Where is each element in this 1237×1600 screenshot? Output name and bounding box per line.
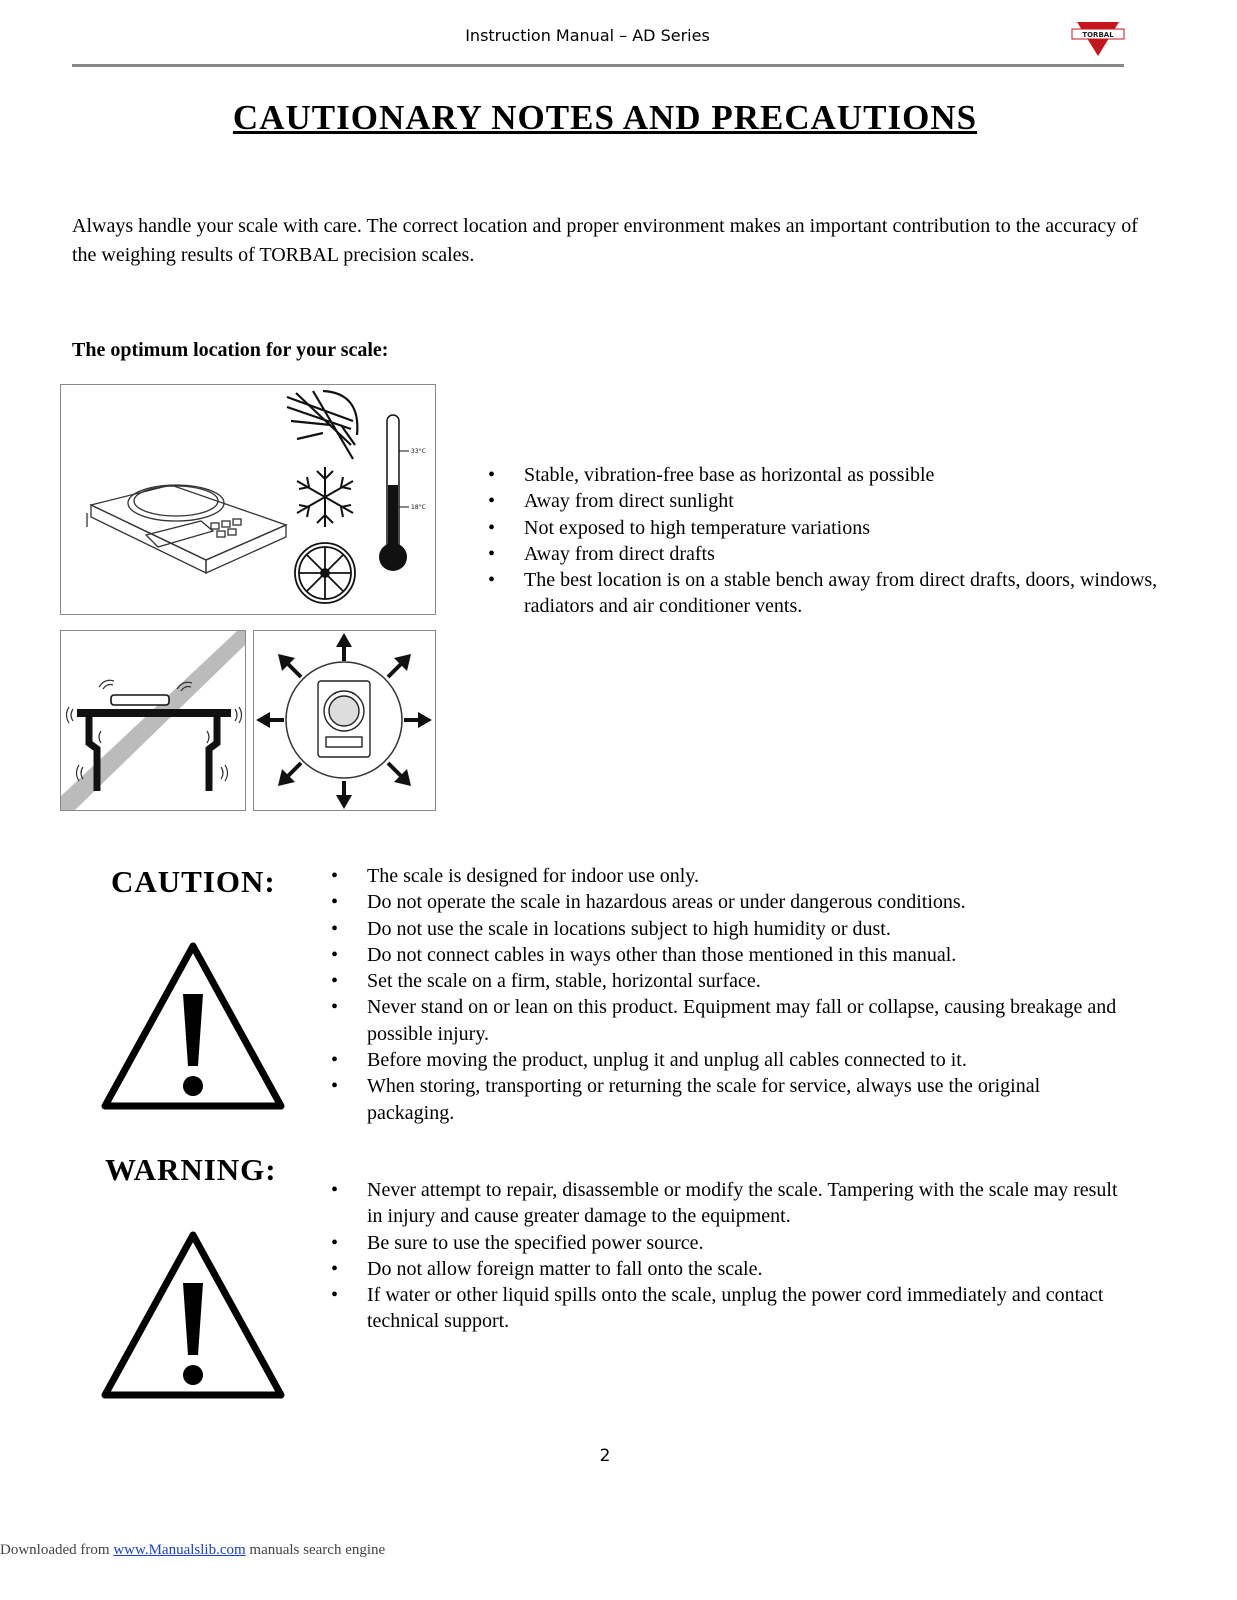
caution-item: • Do not connect cables in ways other than those mentioned in this manual. bbox=[331, 942, 1131, 968]
location-item: • Stable, vibration-free base as horizontal as possible bbox=[488, 462, 1168, 488]
sunlight-icon bbox=[287, 391, 357, 459]
manualslib-link[interactable]: www.Manualslib.com bbox=[113, 1542, 246, 1558]
caution-item: • Before moving the product, unplug it and unplug all cables connected to it. bbox=[331, 1047, 1131, 1073]
caution-warning-triangle-icon bbox=[101, 940, 285, 1112]
location-heading: The optimum location for your scale: bbox=[72, 339, 389, 361]
logo-text: TORBAL bbox=[1082, 31, 1114, 39]
warning-label: WARNING: bbox=[105, 1152, 277, 1187]
torbal-logo bbox=[1071, 18, 1125, 60]
caution-list bbox=[331, 863, 1131, 1126]
drafts-figure bbox=[253, 630, 436, 811]
balance-scale-illustration bbox=[87, 485, 286, 573]
caution-item: • Do not use the scale in locations subject to high humidity or dust. bbox=[331, 916, 1131, 942]
header-rule bbox=[72, 64, 1124, 67]
table-illustration bbox=[77, 695, 231, 791]
page-number: 2 bbox=[599, 1446, 611, 1466]
caution-label: CAUTION: bbox=[111, 864, 276, 899]
download-footer bbox=[0, 1542, 385, 1559]
warning-item: • Do not allow foreign matter to fall onto the scale. bbox=[331, 1256, 1131, 1282]
location-item: • Away from direct sunlight bbox=[488, 488, 1168, 514]
thermometer-low-label: 18°C bbox=[411, 504, 426, 511]
scale-environment-figure bbox=[60, 384, 436, 615]
caution-item: • The scale is designed for indoor use only. bbox=[331, 863, 1131, 889]
location-item: • Not exposed to high temperature variations bbox=[488, 515, 1168, 541]
warning-item: • Be sure to use the specified power source. bbox=[331, 1230, 1131, 1256]
warning-triangle-icon bbox=[101, 1229, 285, 1401]
fan-icon bbox=[295, 543, 355, 603]
thermometer-high-label: 33°C bbox=[411, 448, 426, 455]
intro-paragraph: Always handle your scale with care. The correct location and proper environment makes an important contribution to the accuracy of the weighing results of TORBAL precision scales. bbox=[72, 215, 1138, 266]
vibration-table-figure bbox=[60, 630, 246, 811]
thermometer-icon bbox=[379, 415, 426, 571]
footer-prefix: Downloaded from bbox=[0, 1542, 114, 1558]
caution-item: • Set the scale on a firm, stable, horizontal surface. bbox=[331, 968, 1131, 994]
snowflake-icon bbox=[297, 467, 353, 527]
warning-item: • If water or other liquid spills onto the scale, unplug the power cord immediately and contact technical support. bbox=[331, 1282, 1131, 1335]
caution-item: • Do not operate the scale in hazardous areas or under dangerous conditions. bbox=[331, 889, 1131, 915]
footer-suffix: manuals search engine bbox=[245, 1542, 386, 1558]
page-title: CAUTIONARY NOTES AND PRECAUTIONS bbox=[232, 98, 978, 137]
warning-list bbox=[331, 1177, 1131, 1335]
warning-item: • Never attempt to repair, disassemble or modify the scale. Tampering with the scale may result in injury and cause greater damage to the equipment. bbox=[331, 1177, 1131, 1230]
location-list bbox=[488, 462, 1168, 620]
location-item: • Away from direct drafts bbox=[488, 541, 1168, 567]
location-item: • The best location is on a stable bench away from direct drafts, doors, windows, radiators and air conditioner vents. bbox=[488, 567, 1168, 620]
header-title: Instruction Manual – AD Series bbox=[465, 26, 710, 45]
caution-item: • Never stand on or lean on this product. Equipment may fall or collapse, causing breakage and possible injury. bbox=[331, 994, 1131, 1047]
caution-item: • When storing, transporting or returning the scale for service, always use the original packaging. bbox=[331, 1073, 1131, 1126]
